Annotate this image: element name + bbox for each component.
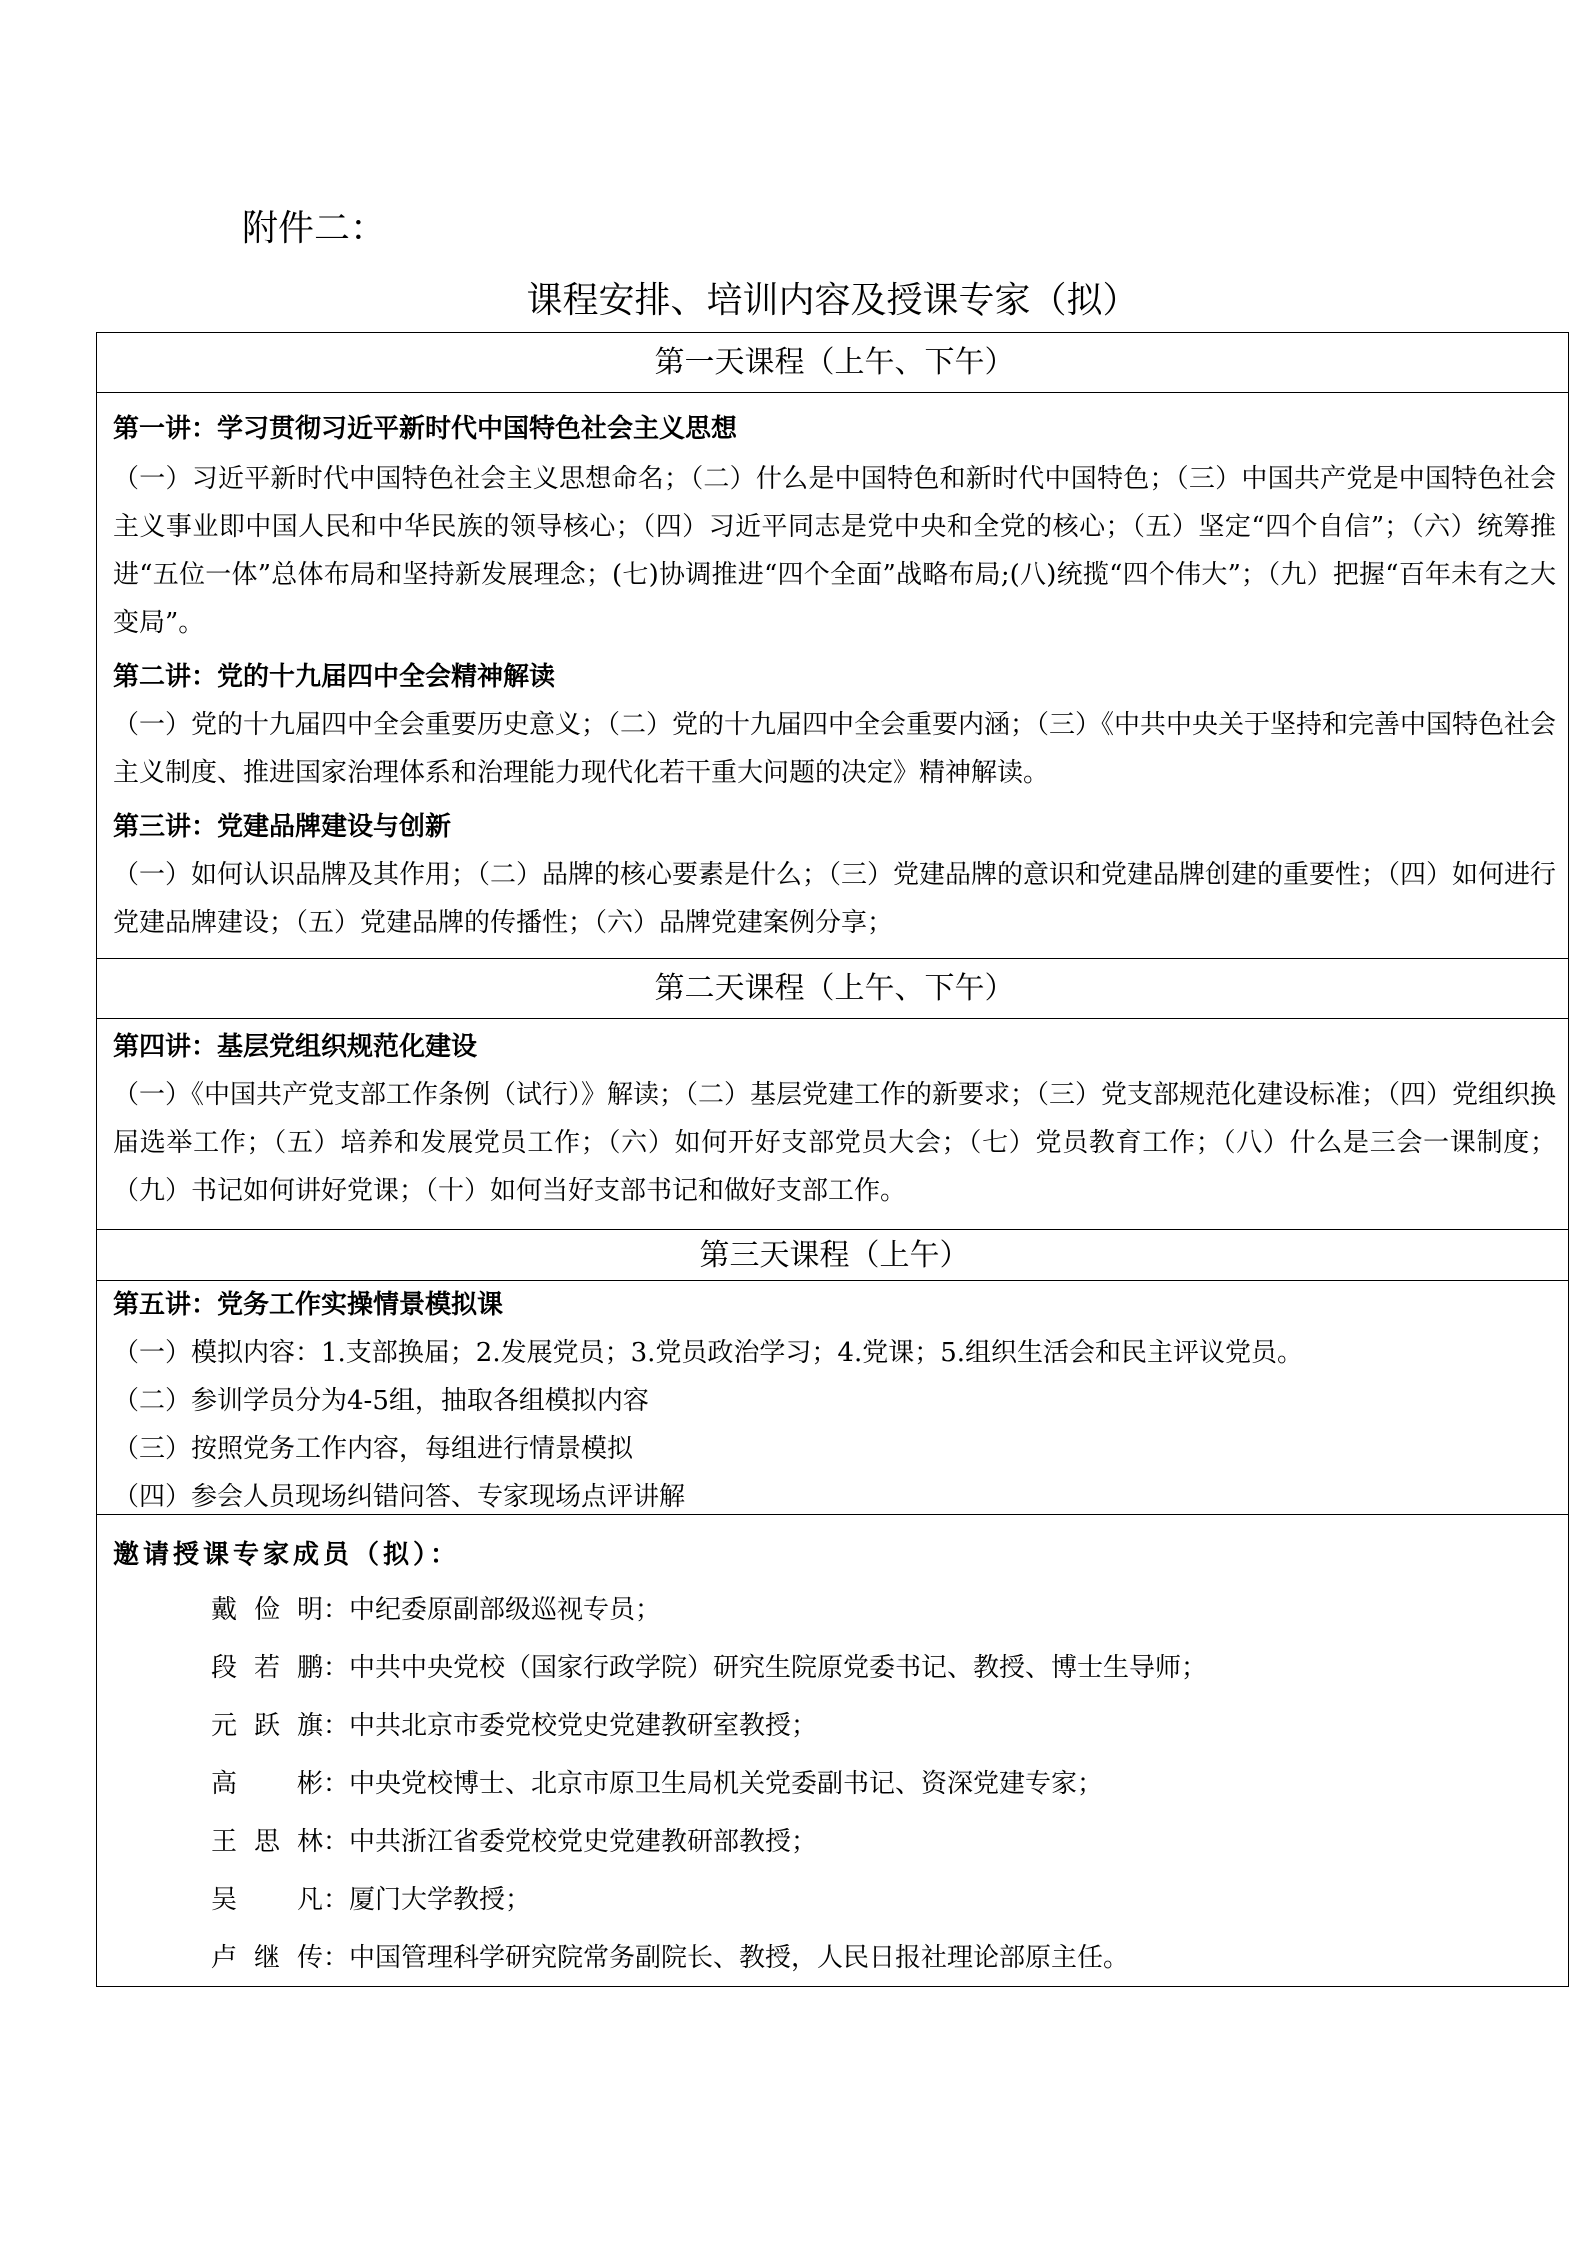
lecture-content: （一）习近平新时代中国特色社会主义思想命名；（二）什么是中国特色和新时代中国特色；（三）中国共产党是中国特色社会主义事业即中国人民和中华民族的领导核心；（四）习近平同志是党中央和全党的核心；（五）坚定“四个自信”；（六）统筹推进“五位一体”总体布局和坚持新发展理念；(七)协调推进“四个全面”战略布局;(八)统揽“四个伟大”；（九）把握“百年未有之大变局”。: [113, 464, 1556, 638]
expert-desc: 中共北京市委党校党史党建教研室教授；: [349, 1711, 818, 1741]
expert-desc: 中纪委原副部级巡视专员；: [349, 1595, 662, 1625]
day-2-header-cell: [97, 958, 1568, 1018]
expert-name: 戴俭明: [211, 1595, 323, 1625]
list-item: 高彬 ： 中央党校博士、北京市原卫生局机关党委副书记、资深党建专家；: [113, 1755, 1556, 1813]
day-3-header-cell: [97, 1229, 1568, 1280]
expert-name: 卢继传: [211, 1943, 323, 1973]
experts-title: 邀请授课专家成员（拟）：: [113, 1540, 461, 1570]
list-item: 戴俭明 ： 中纪委原副部级巡视专员；: [113, 1581, 1556, 1639]
expert-desc: 厦门大学教授；: [349, 1885, 532, 1915]
lecture-title: 第三讲：党建品牌建设与创新: [113, 812, 452, 842]
lecture-title: 第一讲：学习贯彻习近平新时代中国特色社会主义思想: [113, 414, 738, 444]
expert-name: 吴凡: [211, 1885, 323, 1915]
list-item: （二）参训学员分为4-5组，抽取各组模拟内容: [113, 1386, 649, 1416]
course-table: [96, 332, 1569, 1987]
expert-desc: 中国管理科学研究院常务副院长、教授，人民日报社理论部原主任。: [349, 1943, 1130, 1973]
lecture-content: （一）《中国共产党支部工作条例（试行）》解读；（二）基层党建工作的新要求；（三）党支部规范化建设标准；（四）党组织换届选举工作；（五）培养和发展党员工作；（六）如何开好支部党员大会；（七）党员教育工作；（八）什么是三会一课制度；（九）书记如何讲好党课；（十）如何当好支部书记和做好支部工作。: [113, 1080, 1557, 1206]
expert-desc: 中共浙江省委党校党史党建教研部教授；: [349, 1827, 818, 1857]
lecture-content: （一）党的十九届四中全会重要历史意义；（二）党的十九届四中全会重要内涵；（三）《中共中央关于坚持和完善中国特色社会主义制度、推进国家治理体系和治理能力现代化若干重大问题的决定》精神解读。: [113, 710, 1557, 788]
day-header: 第三天课程（上午）: [699, 1238, 970, 1273]
day-1-header-cell: [97, 333, 1568, 392]
experts-list: [113, 1581, 1556, 1987]
day-header: 第一天课程（上午、下午）: [654, 345, 1015, 380]
expert-desc: 中央党校博士、北京市原卫生局机关党委副书记、资深党建专家；: [349, 1769, 1104, 1799]
lecture-content: （一）如何认识品牌及其作用；（二）品牌的核心要素是什么；（三）党建品牌的意识和党建品牌创建的重要性；（四）如何进行党建品牌建设；（五）党建品牌的传播性；（六）品牌党建案例分享；: [113, 860, 1557, 938]
lecture-title: 第四讲：基层党组织规范化建设: [113, 1032, 478, 1062]
list-item: 段若鹏 ： 中共中央党校（国家行政学院）研究生院原党委书记、教授、博士生导师；: [113, 1639, 1556, 1697]
list-item: 卢继传 ： 中国管理科学研究院常务副院长、教授，人民日报社理论部原主任。: [113, 1929, 1556, 1987]
list-item: 元跃旗 ： 中共北京市委党校党史党建教研室教授；: [113, 1697, 1556, 1755]
expert-name: 王思林: [211, 1827, 323, 1857]
day-3-content-cell: [97, 1280, 1568, 1514]
day-header: 第二天课程（上午、下午）: [654, 971, 1015, 1006]
lecture-title: 第五讲：党务工作实操情景模拟课: [113, 1290, 504, 1320]
expert-name: 段若鹏: [211, 1653, 323, 1683]
list-item: （一）模拟内容：1.支部换届；2.发展党员；3.党员政治学习；4.党课；5.组织生活会和民主评议党员。: [113, 1338, 1304, 1368]
document-title: 课程安排、培训内容及授课专家（拟）: [526, 280, 1139, 321]
day-2-content-cell: [97, 1018, 1568, 1229]
experts-cell: [97, 1514, 1568, 1986]
attachment-label: 附件二：: [242, 208, 387, 249]
lecture-title: 第二讲：党的十九届四中全会精神解读: [113, 662, 556, 692]
list-item: 王思林 ： 中共浙江省委党校党史党建教研部教授；: [113, 1813, 1556, 1871]
list-item: （三）按照党务工作内容，每组进行情景模拟: [113, 1434, 634, 1464]
list-item: 吴凡 ： 厦门大学教授；: [113, 1871, 1556, 1929]
day-1-content-cell: [97, 392, 1568, 958]
list-item: （四）参会人员现场纠错问答、专家现场点评讲解: [113, 1482, 686, 1512]
expert-name: 高彬: [211, 1769, 323, 1799]
expert-name: 元跃旗: [211, 1711, 323, 1741]
expert-desc: 中共中央党校（国家行政学院）研究生院原党委书记、教授、博士生导师；: [349, 1653, 1208, 1683]
